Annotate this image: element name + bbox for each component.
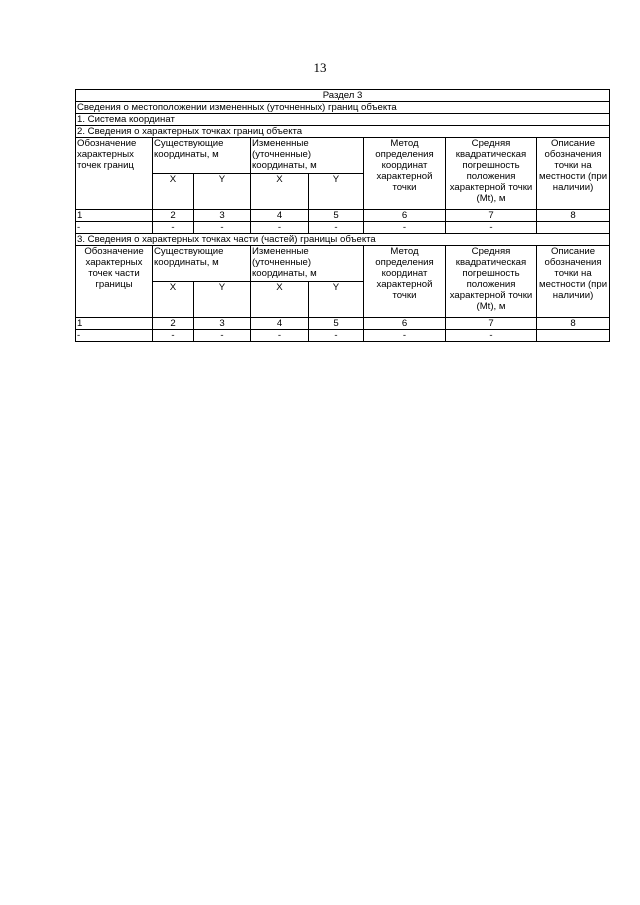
block2-col-error: Средняя квадратическая погрешность положения характерной точки (Mt), м <box>446 246 537 318</box>
block1-num-8: 8 <box>537 210 610 222</box>
block1-cell-5: - <box>309 222 364 234</box>
block1-cell-1: - <box>76 222 153 234</box>
block1-col-changed-x: X <box>251 174 309 210</box>
block1-title: 2. Сведения о характерных точках границ объекта <box>76 126 610 138</box>
block1-cell-3: - <box>194 222 251 234</box>
block1-col-existing-y: Y <box>194 174 251 210</box>
block1-col-points: Обозначение характерных точек границ <box>76 138 153 210</box>
block1-num-1: 1 <box>76 210 153 222</box>
block2-col-changed: Измененные (уточненные) координаты, м <box>251 246 364 282</box>
page-number: 13 <box>313 60 327 75</box>
block2-col-description: Описание обозначения точки на местности (при наличии) <box>537 246 610 318</box>
block1-col-description: Описание обозначения точки на местности (при наличии) <box>537 138 610 210</box>
block1-cell-4: - <box>251 222 309 234</box>
block2-cell-6: - <box>364 330 446 342</box>
block1-col-error: Средняя квадратическая погрешность положения характерной точки (Mt), м <box>446 138 537 210</box>
block2-col-existing-y: Y <box>194 282 251 318</box>
block2-title: 3. Сведения о характерных точках части (частей) границы объекта <box>76 234 610 246</box>
block2-num-8: 8 <box>537 318 610 330</box>
block1-num-3: 3 <box>194 210 251 222</box>
block2-num-1: 1 <box>76 318 153 330</box>
block1-col-existing-x: X <box>153 174 194 210</box>
block2-col-changed-x: X <box>251 282 309 318</box>
block1-num-7: 7 <box>446 210 537 222</box>
block2-num-7: 7 <box>446 318 537 330</box>
block2-num-4: 4 <box>251 318 309 330</box>
boundary-table <box>75 89 610 342</box>
block1-num-5: 5 <box>309 210 364 222</box>
block1-col-method: Метод определения координат характерной точки <box>364 138 446 210</box>
block1-num-6: 6 <box>364 210 446 222</box>
coord-system-label: 1. Система координат <box>76 114 610 126</box>
block2-cell-8 <box>537 330 610 342</box>
block2-col-method: Метод определения координат характерной точки <box>364 246 446 318</box>
block1-col-changed-y: Y <box>309 174 364 210</box>
block1-cell-6: - <box>364 222 446 234</box>
block2-col-points: Обозначение характерных точек части границы <box>76 246 153 318</box>
block1-cell-8 <box>537 222 610 234</box>
block2-num-5: 5 <box>309 318 364 330</box>
block2-num-2: 2 <box>153 318 194 330</box>
block2-cell-7: - <box>446 330 537 342</box>
block1-cell-7: - <box>446 222 537 234</box>
block2-cell-4: - <box>251 330 309 342</box>
block2-cell-2: - <box>153 330 194 342</box>
block2-cell-5: - <box>309 330 364 342</box>
block2-col-changed-y: Y <box>309 282 364 318</box>
block2-col-existing-x: X <box>153 282 194 318</box>
block1-num-4: 4 <box>251 210 309 222</box>
block1-num-2: 2 <box>153 210 194 222</box>
block2-num-3: 3 <box>194 318 251 330</box>
block1-cell-2: - <box>153 222 194 234</box>
block2-cell-1: - <box>76 330 153 342</box>
block2-num-6: 6 <box>364 318 446 330</box>
block1-col-changed: Измененные (уточненные) координаты, м <box>251 138 364 174</box>
block2-col-existing: Существующие координаты, м <box>153 246 251 282</box>
section-title: Раздел 3 <box>76 90 610 102</box>
block1-col-existing: Существующие координаты, м <box>153 138 251 174</box>
section-subtitle: Сведения о местоположении измененных (уточненных) границ объекта <box>76 102 610 114</box>
block2-cell-3: - <box>194 330 251 342</box>
